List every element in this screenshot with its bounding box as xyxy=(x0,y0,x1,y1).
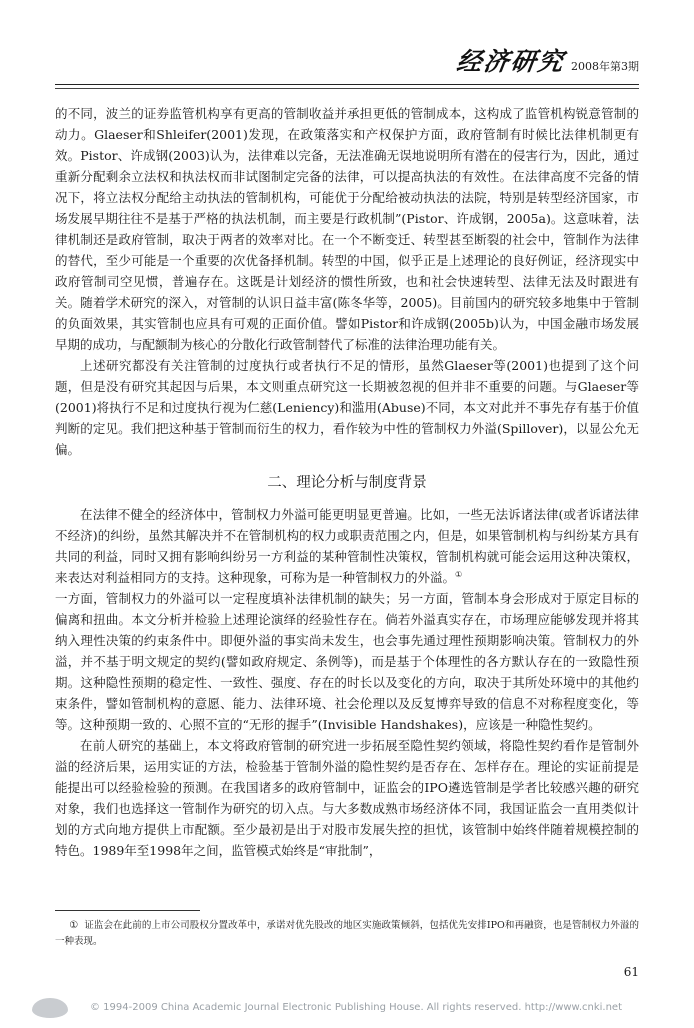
footnote-text: 证监会在此前的上市公司股权分置改革中，承诺对优先股改的地区实施政策倾斜，包括优先安排IPO和再融资，也是管制权力外溢的一种表现。 xyxy=(55,920,640,947)
footnote-marker: ① xyxy=(69,920,79,931)
header-rule-thick xyxy=(55,84,639,85)
cnki-logo-icon xyxy=(32,998,68,1018)
paragraph-3 xyxy=(55,504,639,588)
footnote-separator xyxy=(55,910,200,911)
paragraph-4: 一方面，管制权力的外溢可以一定程度填补法律机制的缺失；另一方面，管制本身会形成对于原定目标的偏离和扭曲。本文分析并检验上述理论演绎的经验性存在。倘若外溢真实存在，市场理应能够发现并将其纳入理性决策的约束条件中。即便外溢的事实尚未发生，也会事先通过理性预期影响决策。管制权力的外溢，并不基于明文规定的契约(譬如政府规定、条例等)，而是基于个体理性的各方默认存在的一致隐性预期。这种隐性预期的稳定性、一致性、强度、存在的时长以及变化的方向，取决于其所处环境中的其他约束条件，譬如管制机构的意愿、能力、法律环境、社会伦理以及反复博弈导致的信息不对称程度变化，等等。这种预期一致的、心照不宣的“无形的握手”(Invisible Handshakes)，应该是一种隐性契约。 xyxy=(55,591,639,732)
paragraph-5: 在前人研究的基础上，本文将政府管制的研究进一步拓展至隐性契约领域，将隐性契约看作是管制外溢的经济后果，运用实证的方法，检验基于管制外溢的隐性契约是否存在、怎样存在。理论的实证前提是能提出可以经验检验的预测。在我国诸多的政府管制中，证监会的IPO遴选管制是学者比较感兴趣的研究对象，我们也选择这一管制作为研究的切入点。与大多数成熟市场经济体不同，我国证监会一直用类似计划的方式向地方提供上市配额。至少最初是出于对股市发展失控的担忧，该管制中始终伴随着规模控制的特色。1989年至1998年之间，监管模式始终是“审批制”， xyxy=(55,738,639,858)
paragraph-2: 上述研究都没有关注管制的过度执行或者执行不足的情形，虽然Glaeser等(2001)也提到了这个问题，但是没有研究其起因与后果，本文则重点研究这一长期被忽视的但并非不重要的问题。与Glaeser等(2001)将执行不足和过度执行视为仁慈(Leniency)和滥用(Abuse)不同，本文对此并不事先存有基于价值判断的定见。我们把这种基于管制而衍生的权力，看作较为中性的管制权力外溢(Spillover)，以显公允无偏。 xyxy=(55,358,639,457)
journal-masthead xyxy=(454,42,639,78)
footnote-ref[interactable]: ① xyxy=(455,569,463,579)
footnote xyxy=(55,918,639,950)
paragraph-1: 的不同，波兰的证券监管机构享有更高的管制收益并承担更低的管制成本，这构成了监管机构锐意管制的动力。Glaeser和Shleifer(2001)发现，在政策落实和产权保护方面，政府管制有时候比法律机制更有效。Pistor、许成钢(2003)认为，法律难以完备，无法准确无误地说明所有潜在的侵害行为，因此，通过重新分配剩余立法权和执法权而非试图制定完备的法律，可以提高执法的有效性。在法律高度不完备的情况下，将立法权分配给主动执法的管制机构，可能优于分配给被动执法的法院，特别是转型经济国家，市场发展早期往往不是基于严格的执法机制，而主要是行政机制”(Pistor、许成钢，2005a)。这意味着，法律机制还是政府管制，取决于两者的效率对比。在一个不断变迁、转型甚至断裂的社会中，管制作为法律的替代，至少可能是一个重要的次优备择机制。转型的中国，似乎正是上述理论的良好例证，经济现实中政府管制司空见惯，普遍存在。这既是计划经济的惯性所致，也和社会快速转型、法律无法及时跟进有关。随着学术研究的深入，对管制的认识日益丰富(陈冬华等，2005)。目前国内的研究较多地集中于管制的负面效果，其实管制也应具有可观的正面价值。譬如Pistor和许成钢(2005b)认为，中国金融市场发展早期的成功，与配额制为核心的分散化行政管制替代了标准的法律治理功能有关。 xyxy=(55,106,639,352)
article-body xyxy=(55,103,639,861)
page-number: 61 xyxy=(623,965,639,979)
paragraph-3-text: 在法律不健全的经济体中，管制权力外溢可能更明显更普遍。比如，一些无法诉诸法律(或者诉诸法律不经济)的纠纷，虽然其解决并不在管制机构的权力或职责范围之内，但是，如果管制机构与纠纷某方具有共同的利益，同时又拥有影响纠纷另一方利益的某种管制性决策权，管制机构就可能会运用这种决策权，来表达对利益相同方的支持。这种现象，可称为是一种管制权力的外溢。 xyxy=(55,507,639,585)
page-header xyxy=(55,40,639,92)
section-heading: 二、理论分析与制度背景 xyxy=(267,475,427,491)
issue-label: 2008年第3期 xyxy=(571,60,639,73)
page-footer xyxy=(0,998,694,1020)
journal-logo: 经济研究 xyxy=(454,47,567,76)
header-rule-thin xyxy=(55,88,639,89)
copyright-text: © 1994-2009 China Academic Journal Electronic Publishing House. All rights reserved. http://www.cnki.net xyxy=(90,1002,622,1013)
